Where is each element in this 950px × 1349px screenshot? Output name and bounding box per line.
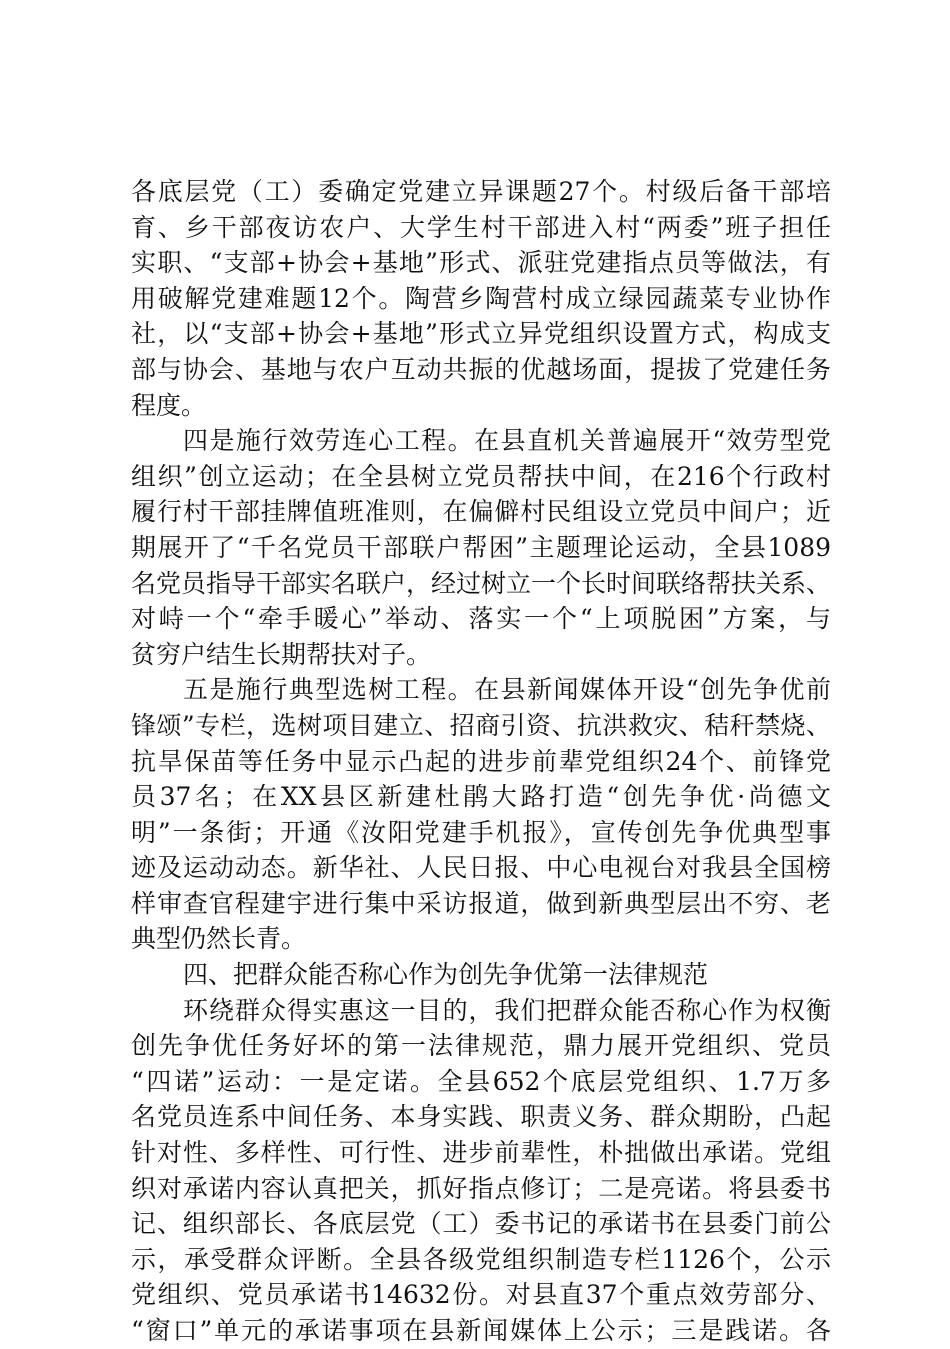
- text-line: 织对承诺内容认真把关，抓好指点修订；二是亮诺。将县委书: [131, 1173, 831, 1203]
- text-line: 部与协会、基地与农户互动共振的优越场面，提拔了党建任务: [131, 354, 831, 384]
- text-line: 抗旱保苗等任务中显示凸起的进步前辈党组织24个、前锋党: [131, 746, 831, 776]
- text-line: 名党员连系中间任务、本身实践、职责义务、群众期盼，凸起: [131, 1102, 831, 1132]
- text-line: 创先争优任务好坏的第一法律规范，鼎力展开党组织、党员: [131, 1031, 831, 1061]
- text-line: 样审查官程建宇进行集中采访报道，做到新典型层出不穷、老: [131, 888, 831, 918]
- text-line: 期展开了“千名党员干部联户帮困”主题理论运动，全县1089: [131, 532, 831, 562]
- text-line: 对峙一个“牵手暖心”举动、落实一个“上项脱困”方案，与: [131, 604, 831, 634]
- text-line: 各底层党（工）委确定党建立异课题27个。村级后备干部培: [131, 177, 831, 206]
- text-line: “窗口”单元的承诺事项在县新闻媒体上公示；三是践诺。各: [131, 1316, 831, 1345]
- text-line: 环绕群众得实惠这一目的，我们把群众能否称心作为权衡: [183, 995, 831, 1025]
- text-line: 用破解党建难题12个。陶营乡陶营村成立绿园蔬菜专业协作: [131, 283, 831, 313]
- text-line: 实职、“支部+协会+基地”形式、派驻党建指点员等做法，有: [131, 248, 831, 278]
- text-line: 员37名；在XX县区新建杜鹃大路打造“创先争优·尚德文: [131, 782, 831, 812]
- text-line: 组织”创立运动；在全县树立党员帮扶中间，在216个行政村: [131, 461, 831, 491]
- text-line: 迹及运动动态。新华社、人民日报、中心电视台对我县全国榜: [131, 853, 831, 883]
- text-line: 党组织、党员承诺书14632份。对县直37个重点效劳部分、: [131, 1280, 831, 1310]
- text-line: 四、把群众能否称心作为创先争优第一法律规范: [183, 960, 709, 990]
- text-line: 贫穷户结生长期帮扶对子。: [131, 639, 432, 669]
- text-line: 程度。: [131, 390, 207, 420]
- text-line: 典型仍然长青。: [131, 924, 307, 954]
- text-line: 履行村干部挂牌值班准则，在偏僻村民组设立党员中间户；近: [131, 497, 831, 527]
- text-line: 针对性、多样性、可行性、进步前辈性，朴拙做出承诺。党组: [131, 1138, 831, 1168]
- text-line: 锋颂”专栏，选树项目建立、招商引资、抗洪救灾、秸秆禁烧、: [131, 710, 831, 740]
- document-body: [131, 174, 831, 1349]
- text-line: “四诺”运动：一是定诺。全县652个底层党组织、1.7万多: [131, 1066, 831, 1096]
- text-line: 名党员指导干部实名联户，经过树立一个长时间联络帮扶关系、: [131, 568, 832, 598]
- text-line: 示，承受群众评断。全县各级党组织制造专栏1126个，公示: [131, 1244, 831, 1274]
- text-line: 社，以“支部+协会+基地”形式立异党组织设置方式，构成支: [131, 319, 831, 349]
- text-line: 五是施行典型选树工程。在县新闻媒体开设“创先争优前: [183, 675, 831, 705]
- text-line: 四是施行效劳连心工程。在县直机关普遍展开“效劳型党: [183, 426, 831, 456]
- text-line: 记、组织部长、各底层党（工）委书记的承诺书在县委门前公: [131, 1209, 831, 1239]
- text-line: 育、乡干部夜访农户、大学生村干部进入村“两委”班子担任: [131, 212, 831, 242]
- text-line: 明”一条街；开通《汝阳党建手机报》，宣传创先争优典型事: [131, 817, 831, 847]
